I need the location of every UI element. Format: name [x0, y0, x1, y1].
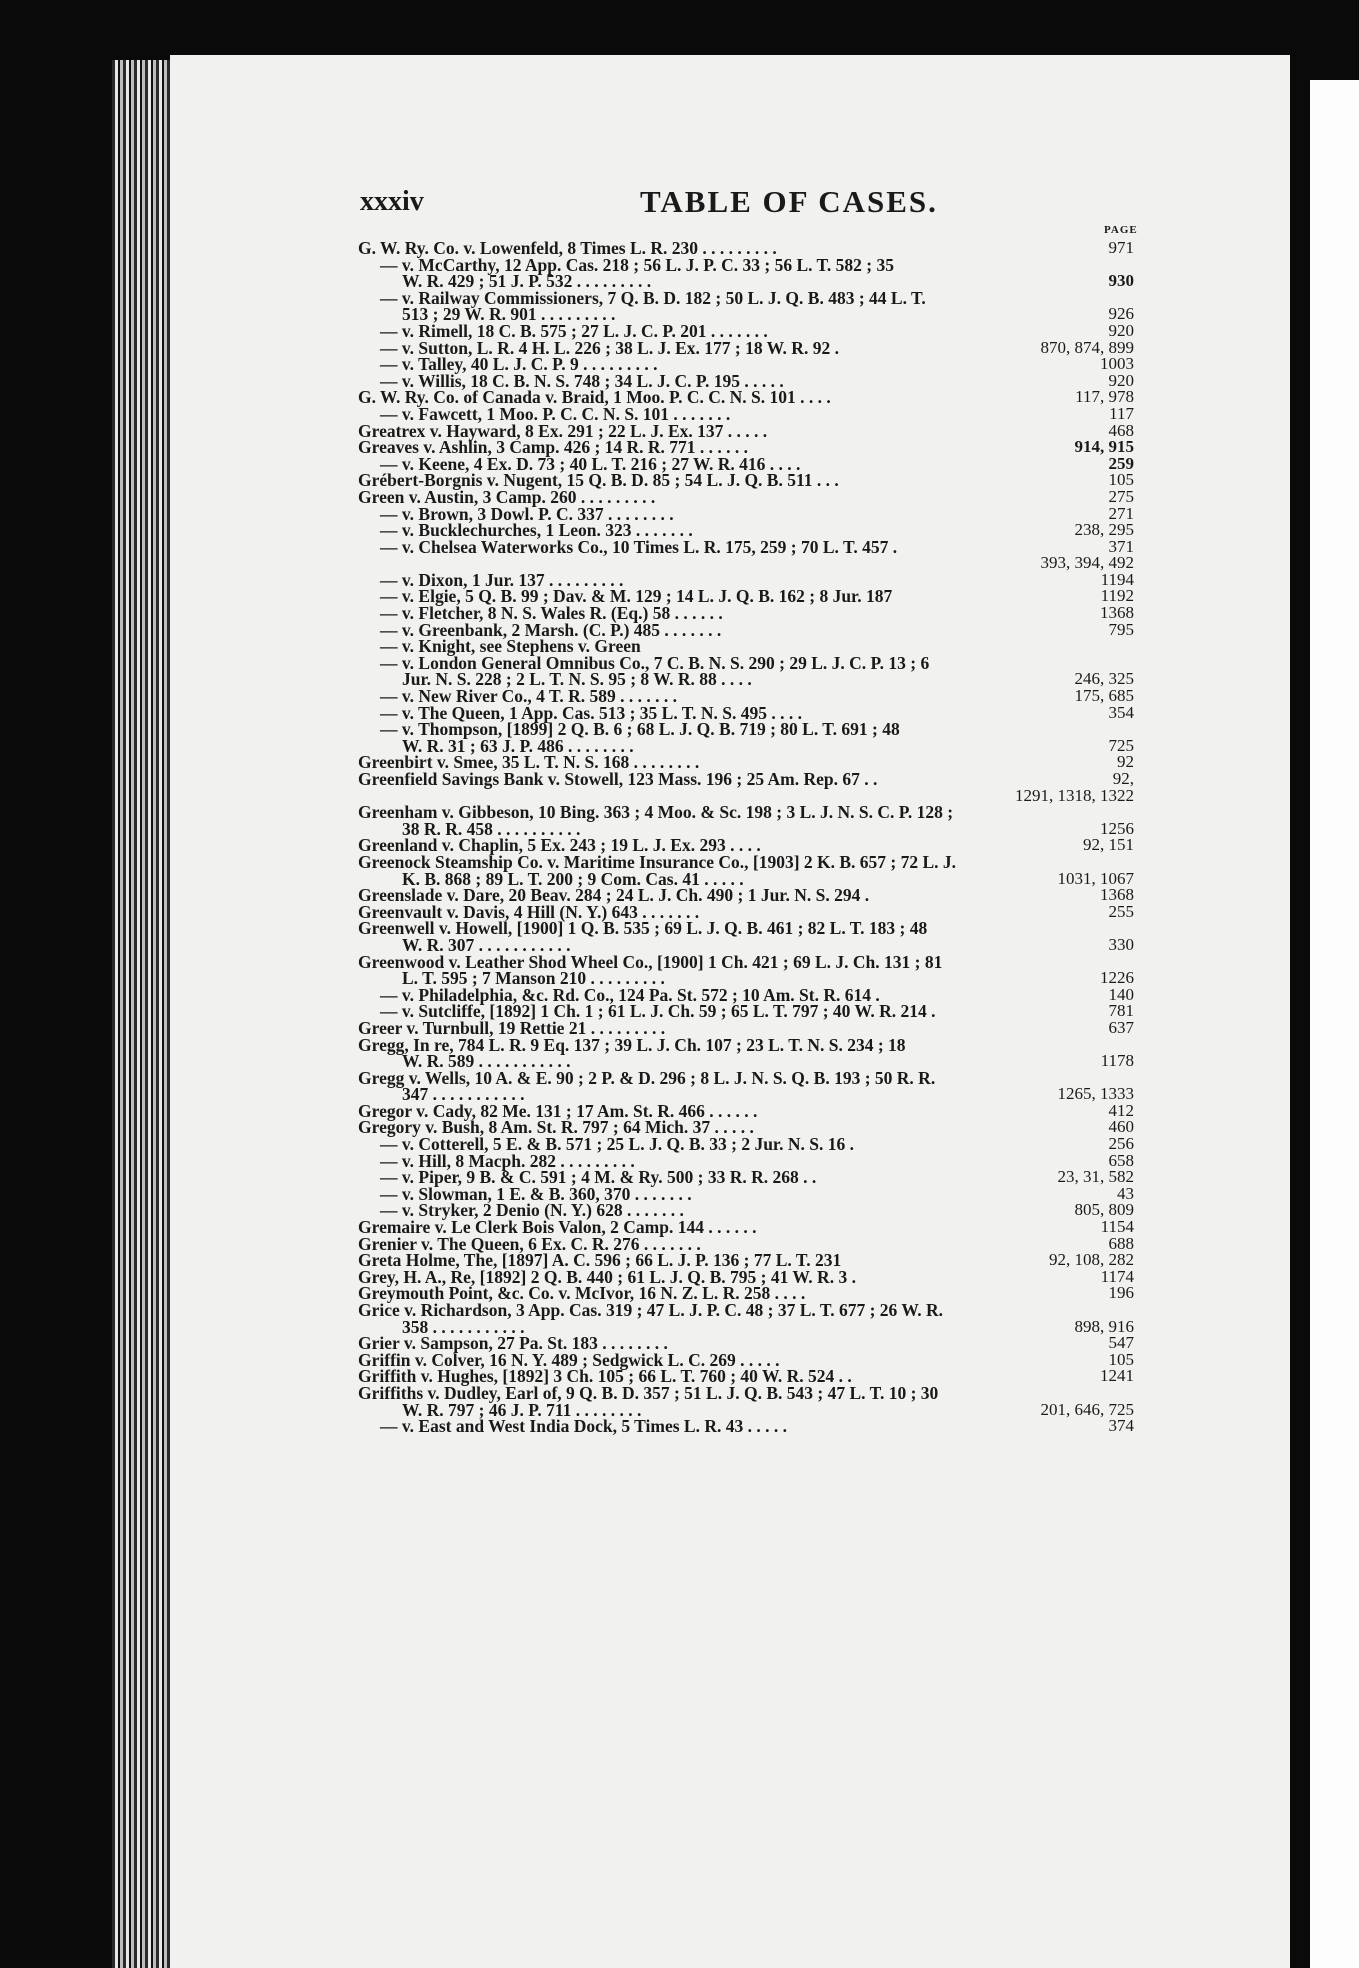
case-citation: — v. Piper, 9 B. & C. 591 ; 4 M. & Ry. 500 ; 33 R. R. 268 . . — [380, 1167, 817, 1188]
case-citation: — v. Willis, 18 C. B. N. S. 748 ; 34 L. J. C. P. 195 . . . . . — [380, 370, 784, 391]
case-page-refs: 1256 — [1100, 818, 1134, 838]
page-column-label: PAGE — [1104, 224, 1138, 236]
case-page-refs: 92, 108, 282 — [1049, 1250, 1134, 1270]
case-citation: Grey, H. A., Re, [1892] 2 Q. B. 440 ; 61 L. J. Q. B. 795 ; 41 W. R. 3 . — [358, 1266, 856, 1287]
case-citation: Grenier v. The Queen, 6 Ex. C. R. 276 . . . . . . . — [358, 1233, 701, 1254]
case-citation: W. R. 31 ; 63 J. P. 486 . . . . . . . . — [402, 735, 634, 756]
case-page-refs: 246, 325 — [1074, 669, 1134, 689]
case-page-refs: 1178 — [1100, 1051, 1134, 1071]
case-page-refs: 920 — [1108, 320, 1134, 340]
case-page-refs: 637 — [1108, 1017, 1134, 1037]
case-page-refs: 920 — [1108, 370, 1134, 390]
case-page-refs: 201, 646, 725 — [1040, 1399, 1134, 1419]
case-page-refs: 43 — [1117, 1183, 1134, 1203]
case-citation: Greatrex v. Hayward, 8 Ex. 291 ; 22 L. J. Ex. 137 . . . . . — [358, 420, 768, 441]
case-page-refs: 725 — [1108, 735, 1134, 755]
case-citation: W. R. 797 ; 46 J. P. 711 . . . . . . . . — [402, 1399, 642, 1420]
case-page-refs: 781 — [1108, 1001, 1134, 1021]
case-citation: Greenfield Savings Bank v. Stowell, 123 Mass. 196 ; 25 Am. Rep. 67 . . — [358, 769, 878, 789]
case-page-refs: 140 — [1108, 984, 1134, 1004]
case-citation: Greenwood v. Leather Shod Wheel Co., [1900] 1 Ch. 421 ; 69 L. J. Ch. 131 ; 81 — [358, 951, 943, 972]
facing-page-edge — [1310, 80, 1359, 1968]
case-page-refs: 256 — [1108, 1134, 1134, 1154]
case-page-refs: 23, 31, 582 — [1057, 1167, 1134, 1187]
case-page-refs: 117 — [1109, 403, 1134, 423]
case-citation: — v. Greenbank, 2 Marsh. (C. P.) 485 . . . . . . . — [380, 619, 722, 640]
case-citation: W. R. 307 . . . . . . . . . . . — [402, 934, 571, 955]
case-citation: Gregg, In re, 784 L. R. 9 Eq. 137 ; 39 L. J. Ch. 107 ; 23 L. T. N. S. 234 ; 18 — [358, 1034, 906, 1055]
case-citation: Greenvault v. Davis, 4 Hill (N. Y.) 643 . . . . . . . — [358, 901, 700, 922]
case-citation: Griffiths v. Dudley, Earl of, 9 Q. B. D. 357 ; 51 L. J. Q. B. 543 ; 47 L. T. 10 ; 30 — [358, 1382, 939, 1403]
case-citation: Greenwell v. Howell, [1900] 1 Q. B. 535 ; 69 L. J. Q. B. 461 ; 82 L. T. 183 ; 48 — [358, 918, 928, 939]
case-citation: 347 . . . . . . . . . . . — [402, 1084, 525, 1105]
case-page-refs: 105 — [1108, 470, 1134, 490]
case-citation: — v. Philadelphia, &c. Rd. Co., 124 Pa. St. 572 ; 10 Am. St. R. 614 . — [380, 984, 880, 1005]
case-page-refs: 1368 — [1100, 603, 1134, 623]
case-page-refs: 275 — [1108, 486, 1134, 506]
case-page-refs: 1192 — [1100, 586, 1134, 606]
case-page-refs: 1368 — [1100, 885, 1134, 905]
case-page-refs: 658 — [1108, 1150, 1134, 1170]
case-citation: Greaves v. Ashlin, 3 Camp. 426 ; 14 R. R. 771 . . . . . . — [358, 437, 749, 458]
case-page-refs: 412 — [1108, 1100, 1134, 1120]
case-citation: Greenbirt v. Smee, 35 L. T. N. S. 168 . . . . . . . . — [358, 752, 700, 773]
case-citation: — v. Rimell, 18 C. B. 575 ; 27 L. J. C. P. 201 . . . . . . . — [380, 320, 768, 341]
case-citation: — v. Sutcliffe, [1892] 1 Ch. 1 ; 61 L. J. Ch. 59 ; 65 L. T. 797 ; 40 W. R. 214 . — [380, 1001, 936, 1022]
case-page-refs: 805, 809 — [1074, 1200, 1134, 1220]
case-citation: Gregory v. Bush, 8 Am. St. R. 797 ; 64 Mich. 37 . . . . . — [358, 1117, 754, 1138]
page-number: xxxiv — [360, 186, 424, 217]
case-citation: Greenland v. Chaplin, 5 Ex. 243 ; 19 L. J. Ex. 293 . . . . — [358, 835, 761, 856]
case-page-refs: 259 — [1108, 453, 1134, 473]
case-page-refs: 196 — [1108, 1283, 1134, 1303]
case-page-refs: 271 — [1108, 503, 1134, 523]
case-citation: Gregg v. Wells, 10 A. & E. 90 ; 2 P. & D. 296 ; 8 L. J. N. S. Q. B. 193 ; 50 R. R. — [358, 1067, 936, 1088]
case-page-refs: 92 — [1117, 752, 1134, 772]
case-page-refs: 870, 874, 899 — [1040, 337, 1134, 357]
case-citation: Greenock Steamship Co. v. Maritime Insurance Co., [1903] 2 K. B. 657 ; 72 L. J. — [358, 851, 957, 872]
case-page-refs: 688 — [1108, 1233, 1134, 1253]
case-citation: — v. Talley, 40 L. J. C. P. 9 . . . . . . . . . — [380, 354, 658, 375]
case-citation: L. T. 595 ; 7 Manson 210 . . . . . . . . . — [402, 968, 665, 989]
case-citation: — v. Sutton, L. R. 4 H. L. 226 ; 38 L. J. Ex. 177 ; 18 W. R. 92 . — [380, 337, 839, 358]
case-citation: Grébert-Borgnis v. Nugent, 15 Q. B. D. 85 ; 54 L. J. Q. B. 511 . . . — [358, 470, 839, 491]
case-citation: — v. Knight, see Stephens v. Green — [380, 636, 641, 657]
case-citation: — v. London General Omnibus Co., 7 C. B. N. S. 290 ; 29 L. J. C. P. 13 ; 6 — [380, 652, 930, 673]
case-citation: — v. Dixon, 1 Jur. 137 . . . . . . . . . — [380, 569, 624, 590]
case-citation: — v. Bucklechurches, 1 Leon. 323 . . . . . . . — [380, 520, 693, 541]
case-citation: — v. Fawcett, 1 Moo. P. C. C. N. S. 101 . . . . . . . — [380, 403, 731, 424]
case-page-refs: 1194 — [1100, 569, 1134, 589]
case-citation: Grice v. Richardson, 3 App. Cas. 319 ; 47 L. J. P. C. 48 ; 37 L. T. 677 ; 26 W. R. — [358, 1300, 944, 1320]
case-citation: — v. East and West India Dock, 5 Times L. R. 43 . . . . . — [380, 1416, 787, 1437]
case-citation: — v. Brown, 3 Dowl. P. C. 337 . . . . . . . . — [380, 503, 674, 524]
case-citation: — v. McCarthy, 12 App. Cas. 218 ; 56 L. J. P. C. 33 ; 56 L. T. 582 ; 35 — [380, 254, 895, 275]
case-citation: K. B. 868 ; 89 L. T. 200 ; 9 Com. Cas. 41 . . . . . — [402, 868, 744, 889]
case-page-refs: 1031, 1067 — [1057, 868, 1134, 888]
case-page-refs: 1003 — [1100, 354, 1134, 374]
case-citation: Grier v. Sampson, 27 Pa. St. 183 . . . . . . . . — [358, 1333, 668, 1354]
case-citation: — v. Keene, 4 Ex. D. 73 ; 40 L. T. 216 ; 27 W. R. 416 . . . . — [380, 453, 801, 474]
case-citation: W. R. 589 . . . . . . . . . . . — [402, 1051, 571, 1072]
case-citation: Gregor v. Cady, 82 Me. 131 ; 17 Am. St. R. 466 . . . . . . — [358, 1100, 758, 1121]
case-page-refs: 371 — [1108, 536, 1134, 556]
case-page-refs: 1174 — [1100, 1266, 1134, 1286]
case-page-refs: 898, 916 — [1074, 1316, 1134, 1336]
case-entry — [358, 1418, 1134, 1435]
case-citation: — v. Fletcher, 8 N. S. Wales R. (Eq.) 58 . . . . . . — [380, 603, 723, 624]
case-citation: W. R. 429 ; 51 J. P. 532 . . . . . . . . . — [402, 271, 652, 292]
case-page-refs: 1265, 1333 — [1057, 1084, 1134, 1104]
case-citation: — v. The Queen, 1 App. Cas. 513 ; 35 L. T. N. S. 495 . . . . — [380, 702, 803, 723]
case-citation: 358 . . . . . . . . . . . — [402, 1316, 525, 1337]
case-page-refs: 914, 915 — [1074, 437, 1134, 457]
case-citation: — v. Elgie, 5 Q. B. 99 ; Dav. & M. 129 ; 14 L. J. Q. B. 162 ; 8 Jur. 187 — [380, 586, 893, 607]
case-page-refs: 92, — [1112, 769, 1134, 788]
case-page-refs: 255 — [1108, 901, 1134, 921]
case-citation: — v. Cotterell, 5 E. & B. 571 ; 25 L. J. Q. B. 33 ; 2 Jur. N. S. 16 . — [380, 1134, 854, 1155]
case-page-refs: 1241 — [1100, 1366, 1134, 1386]
case-page-refs: 795 — [1108, 619, 1134, 639]
case-page-refs: 460 — [1108, 1117, 1134, 1137]
case-citation: Griffin v. Colver, 16 N. Y. 489 ; Sedgwick L. C. 269 . . . . . — [358, 1349, 780, 1370]
case-page-refs: 1226 — [1100, 968, 1134, 988]
case-citation: 513 ; 29 W. R. 901 . . . . . . . . . — [402, 304, 616, 325]
case-citation: 38 R. R. 458 . . . . . . . . . . — [402, 818, 581, 839]
case-page-refs: 92, 151 — [1083, 835, 1134, 855]
case-citation: Greenham v. Gibbeson, 10 Bing. 363 ; 4 Moo. & Sc. 198 ; 3 L. J. N. S. C. P. 128 ; — [358, 802, 954, 823]
case-entry — [358, 536, 1134, 557]
case-citation: Green v. Austin, 3 Camp. 260 . . . . . . . . . — [358, 486, 656, 507]
case-page-refs: 468 — [1108, 420, 1134, 440]
case-page-refs: 930 — [1108, 271, 1134, 291]
case-page-refs: 393, 394, 492 — [1040, 553, 1134, 573]
case-citation: — v. New River Co., 4 T. R. 589 . . . . . . . — [380, 686, 678, 707]
case-citation: Greta Holme, The, [1897] A. C. 596 ; 66 L. J. P. 136 ; 77 L. T. 231 — [358, 1250, 842, 1271]
case-citation: Gremaire v. Le Clerk Bois Valon, 2 Camp. 144 . . . . . . — [358, 1217, 757, 1238]
case-citation: — v. Chelsea Waterworks Co., 10 Times L. R. 175, 259 ; 70 L. T. 457 . — [380, 536, 898, 557]
case-page-refs: 117, 978 — [1075, 387, 1134, 407]
case-page-refs: 330 — [1108, 934, 1134, 954]
case-page-refs: 374 — [1108, 1416, 1134, 1436]
case-citation: Griffith v. Hughes, [1892] 3 Ch. 105 ; 66 L. T. 760 ; 40 W. R. 524 . . — [358, 1366, 852, 1387]
case-page-refs: 926 — [1108, 304, 1134, 324]
case-page-refs: 1291, 1318, 1322 — [1015, 785, 1134, 805]
case-page-refs: 238, 295 — [1074, 520, 1134, 540]
case-citation: — v. Slowman, 1 E. & B. 360, 370 . . . . . . . — [380, 1183, 692, 1204]
case-page-refs: 175, 685 — [1074, 686, 1134, 706]
case-citation: — v. Hill, 8 Macph. 282 . . . . . . . . . — [380, 1150, 635, 1171]
case-page-refs: 971 — [1108, 238, 1134, 257]
case-citation: — v. Stryker, 2 Denio (N. Y.) 628 . . . . . . . — [380, 1200, 684, 1221]
case-citation: — v. Thompson, [1899] 2 Q. B. 6 ; 68 L. J. Q. B. 719 ; 80 L. T. 691 ; 48 — [380, 719, 900, 740]
case-citation: Greenslade v. Dare, 20 Beav. 284 ; 24 L. J. Ch. 490 ; 1 Jur. N. S. 294 . — [358, 885, 870, 906]
case-citation: — v. Railway Commissioners, 7 Q. B. D. 182 ; 50 L. J. Q. B. 483 ; 44 L. T. — [380, 287, 926, 308]
case-citation: Greer v. Turnbull, 19 Rettie 21 . . . . . . . . . — [358, 1017, 666, 1038]
case-list — [358, 240, 1134, 1435]
case-page-refs: 547 — [1108, 1333, 1134, 1353]
case-citation: Jur. N. S. 228 ; 2 L. T. N. S. 95 ; 8 W. R. 88 . . . . — [402, 669, 752, 690]
case-citation: G. W. Ry. Co. v. Lowenfeld, 8 Times L. R. 230 . . . . . . . . . — [358, 238, 777, 258]
case-page-refs: 105 — [1108, 1349, 1134, 1369]
case-citation: G. W. Ry. Co. of Canada v. Braid, 1 Moo. P. C. C. N. S. 101 . . . . — [358, 387, 831, 408]
page-title: TABLE OF CASES. — [640, 184, 938, 219]
case-page-refs: 1154 — [1100, 1217, 1134, 1237]
book-binding — [112, 60, 172, 1968]
case-citation: Greymouth Point, &c. Co. v. McIvor, 16 N. Z. L. R. 258 . . . . — [358, 1283, 806, 1304]
case-page-refs: 354 — [1108, 702, 1134, 722]
